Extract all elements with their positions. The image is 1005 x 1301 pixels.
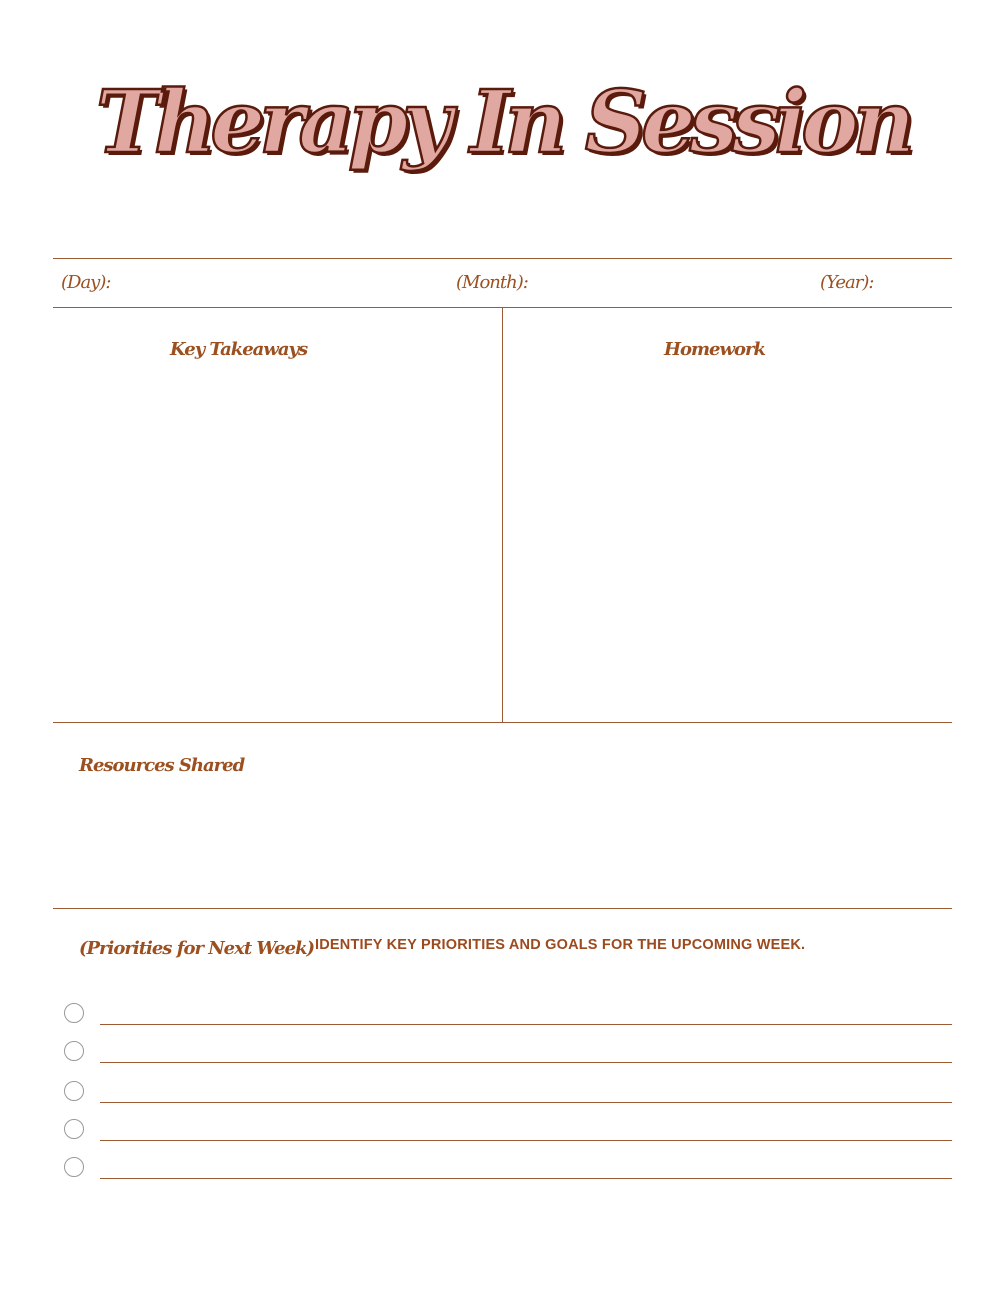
resources-shared-heading: Resources Shared bbox=[79, 755, 245, 776]
circle-checkbox-icon[interactable] bbox=[64, 1157, 84, 1177]
date-row-top-divider bbox=[53, 258, 952, 259]
priority-write-line[interactable] bbox=[100, 1140, 952, 1141]
month-label: (Month): bbox=[456, 272, 528, 293]
priority-write-line[interactable] bbox=[100, 1102, 952, 1103]
priority-item bbox=[64, 1003, 952, 1025]
resources-bottom-divider bbox=[53, 908, 952, 909]
page-title: Therapy In Session bbox=[95, 72, 910, 173]
priority-item bbox=[64, 1081, 952, 1103]
homework-area[interactable] bbox=[504, 370, 952, 720]
priority-item bbox=[64, 1119, 952, 1141]
day-label: (Day): bbox=[61, 272, 111, 293]
priority-write-line[interactable] bbox=[100, 1178, 952, 1179]
circle-checkbox-icon[interactable] bbox=[64, 1041, 84, 1061]
homework-heading: Homework bbox=[664, 339, 765, 360]
circle-checkbox-icon[interactable] bbox=[64, 1003, 84, 1023]
year-label: (Year): bbox=[820, 272, 874, 293]
priority-item bbox=[64, 1157, 952, 1179]
priority-item bbox=[64, 1041, 952, 1063]
key-takeaways-heading: Key Takeaways bbox=[170, 339, 308, 360]
priority-write-line[interactable] bbox=[100, 1062, 952, 1063]
resources-shared-area[interactable] bbox=[53, 785, 952, 905]
circle-checkbox-icon[interactable] bbox=[64, 1081, 84, 1101]
columns-bottom-divider bbox=[53, 722, 952, 723]
column-divider bbox=[502, 308, 503, 723]
circle-checkbox-icon[interactable] bbox=[64, 1119, 84, 1139]
priorities-heading: (Priorities for Next Week) bbox=[79, 938, 315, 959]
priorities-instructions: IDENTIFY KEY PRIORITIES AND GOALS FOR THE UPCOMING WEEK. bbox=[315, 937, 806, 953]
key-takeaways-area[interactable] bbox=[53, 370, 501, 720]
priority-write-line[interactable] bbox=[100, 1024, 952, 1025]
